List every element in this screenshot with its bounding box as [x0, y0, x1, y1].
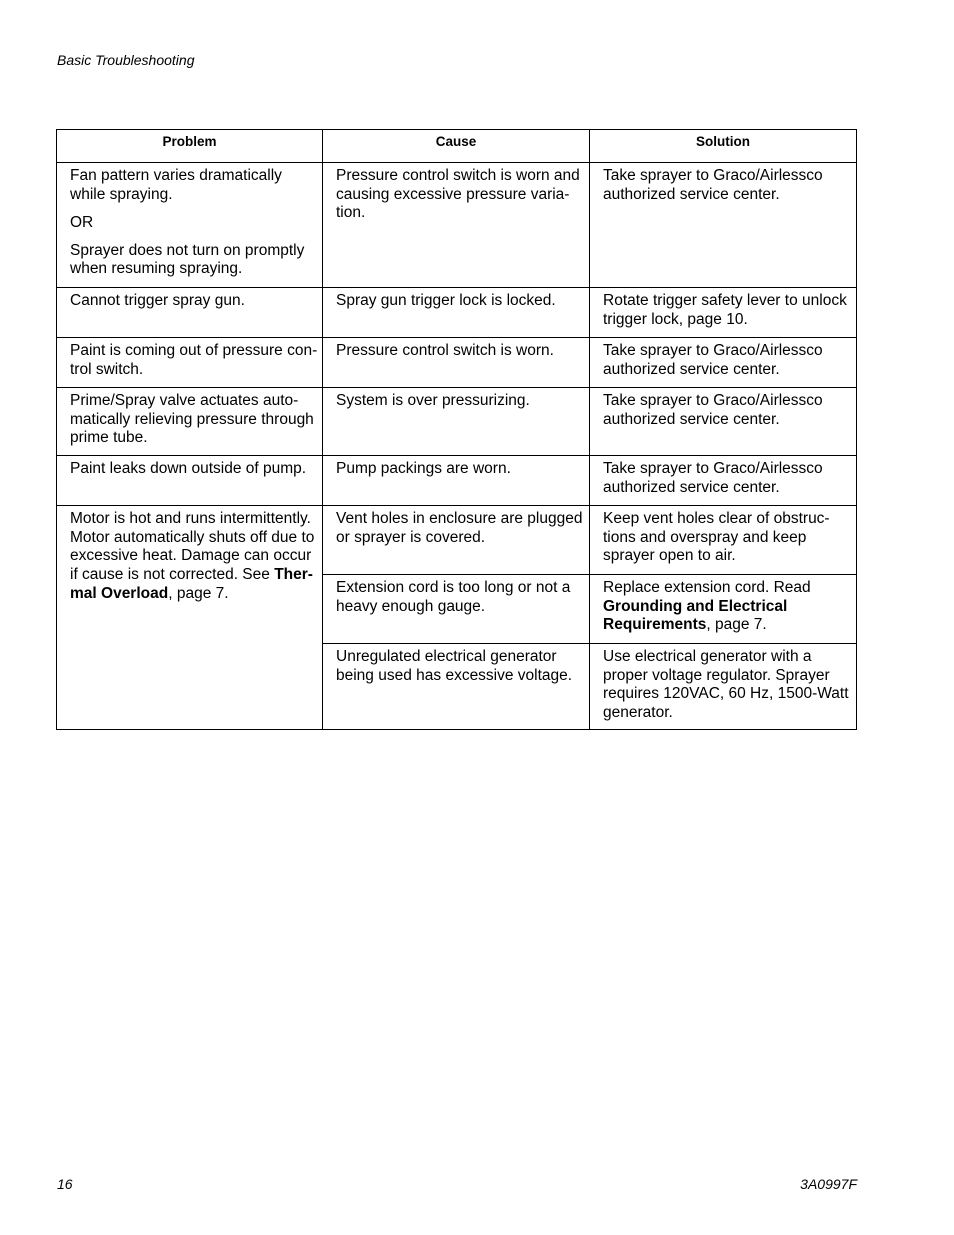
- solution-line: tions and overspray and keep: [603, 528, 807, 546]
- section-reference: Requirements: [603, 616, 707, 634]
- problem-line: Paint leaks down outside of pump.: [70, 460, 307, 477]
- cause-cell: [323, 644, 589, 729]
- solution-line: Keep vent holes clear of obstruc-: [603, 510, 830, 527]
- solution-line: proper voltage regulator. Sprayer: [603, 666, 830, 684]
- cause-line: System is over pressurizing.: [336, 392, 530, 409]
- problem-cell: [57, 288, 322, 337]
- solution-line: authorized service center.: [603, 410, 780, 428]
- solution-line: authorized service center.: [603, 360, 780, 378]
- cause-line: Pressure control switch is worn and: [336, 167, 580, 184]
- problem-line: Motor is hot and runs intermittently.: [70, 510, 311, 527]
- solution-cell: [590, 288, 856, 337]
- solution-line: requires 120VAC, 60 Hz, 1500-Watt: [603, 685, 849, 703]
- solution-cell: [590, 644, 856, 729]
- cause-line: or sprayer is covered.: [336, 528, 486, 546]
- cause-cell: [323, 456, 589, 505]
- solution-line: generator.: [603, 704, 673, 722]
- cause-line: tion.: [336, 204, 366, 222]
- solution-cell: [590, 575, 856, 643]
- solution-cell: [590, 456, 856, 505]
- column-header-solution: Solution: [590, 130, 856, 162]
- column-header-problem: Problem: [57, 130, 322, 162]
- solution-line: [603, 616, 852, 635]
- solution-line: Take sprayer to Graco/Airlessco: [603, 167, 823, 184]
- problem-line: Cannot trigger spray gun.: [70, 292, 245, 309]
- running-head-section-title: Basic Troubleshooting: [57, 52, 195, 68]
- cause-cell: [323, 506, 589, 574]
- problem-cell: [57, 388, 322, 455]
- cause-cell: [323, 575, 589, 643]
- solution-cell: [590, 163, 856, 287]
- cause-line: Vent holes in enclosure are plugged: [336, 510, 583, 527]
- problem-line: while spraying.: [70, 185, 173, 203]
- problem-text: if cause is not corrected. See: [70, 566, 270, 584]
- solution-line: [603, 598, 852, 617]
- section-reference: mal Overload: [70, 584, 169, 602]
- page-reference-text: , page 7.: [706, 616, 767, 634]
- cause-cell: [323, 338, 589, 387]
- cause-line: being used has excessive voltage.: [336, 666, 573, 684]
- problem-line: Prime/Spray valve actuates auto-: [70, 392, 299, 409]
- problem-cell: [57, 456, 322, 505]
- solution-line: authorized service center.: [603, 478, 780, 496]
- problem-line: Sprayer does not turn on promptly: [70, 241, 305, 259]
- problem-cell: [57, 338, 322, 387]
- problem-cell: [57, 163, 322, 287]
- problem-line: Paint is coming out of pressure con-: [70, 342, 318, 359]
- cause-cell: [323, 288, 589, 337]
- cause-line: Unregulated electrical generator: [336, 648, 557, 665]
- cause-line: Extension cord is too long or not a: [336, 579, 571, 596]
- problem-line: trol switch.: [70, 360, 144, 378]
- cause-cell: [323, 388, 589, 455]
- cause-line: causing excessive pressure varia-: [336, 185, 570, 203]
- page-reference-text: , page 7.: [168, 584, 229, 602]
- document-number: 3A0997F: [800, 1176, 857, 1192]
- cause-cell: [323, 163, 589, 287]
- column-header-cause: Cause: [323, 130, 589, 162]
- solution-line: Replace extension cord. Read: [603, 579, 811, 596]
- or-separator: OR: [70, 213, 94, 231]
- cause-line: Pressure control switch is worn.: [336, 342, 554, 359]
- problem-line: excessive heat. Damage can occur: [70, 547, 312, 565]
- cause-line: Pump packings are worn.: [336, 460, 511, 477]
- section-reference: Grounding and Electrical: [603, 597, 788, 615]
- problem-line: Motor automatically shuts off due to: [70, 528, 315, 546]
- cause-line: heavy enough gauge.: [336, 597, 486, 615]
- solution-line: Take sprayer to Graco/Airlessco: [603, 460, 823, 477]
- solution-line: Take sprayer to Graco/Airlessco: [603, 392, 823, 409]
- troubleshooting-table: [56, 129, 857, 730]
- solution-line: authorized service center.: [603, 185, 780, 203]
- solution-line: Use electrical generator with a: [603, 648, 812, 665]
- problem-line: [70, 585, 318, 604]
- problem-line: matically relieving pressure through: [70, 410, 314, 428]
- problem-line: prime tube.: [70, 429, 148, 447]
- problem-line: when resuming spraying.: [70, 260, 243, 278]
- problem-line: Fan pattern varies dramatically: [70, 167, 282, 184]
- solution-line: trigger lock, page 10.: [603, 310, 748, 328]
- solution-cell: [590, 388, 856, 455]
- page-number: 16: [57, 1176, 73, 1192]
- problem-line: [70, 566, 318, 585]
- solution-line: sprayer open to air.: [603, 547, 736, 565]
- problem-cell: [57, 506, 322, 729]
- cause-line: Spray gun trigger lock is locked.: [336, 292, 556, 309]
- solution-cell: [590, 506, 856, 574]
- solution-line: Rotate trigger safety lever to unlock: [603, 292, 847, 309]
- section-reference: Ther-: [274, 566, 313, 584]
- solution-cell: [590, 338, 856, 387]
- solution-line: Take sprayer to Graco/Airlessco: [603, 342, 823, 359]
